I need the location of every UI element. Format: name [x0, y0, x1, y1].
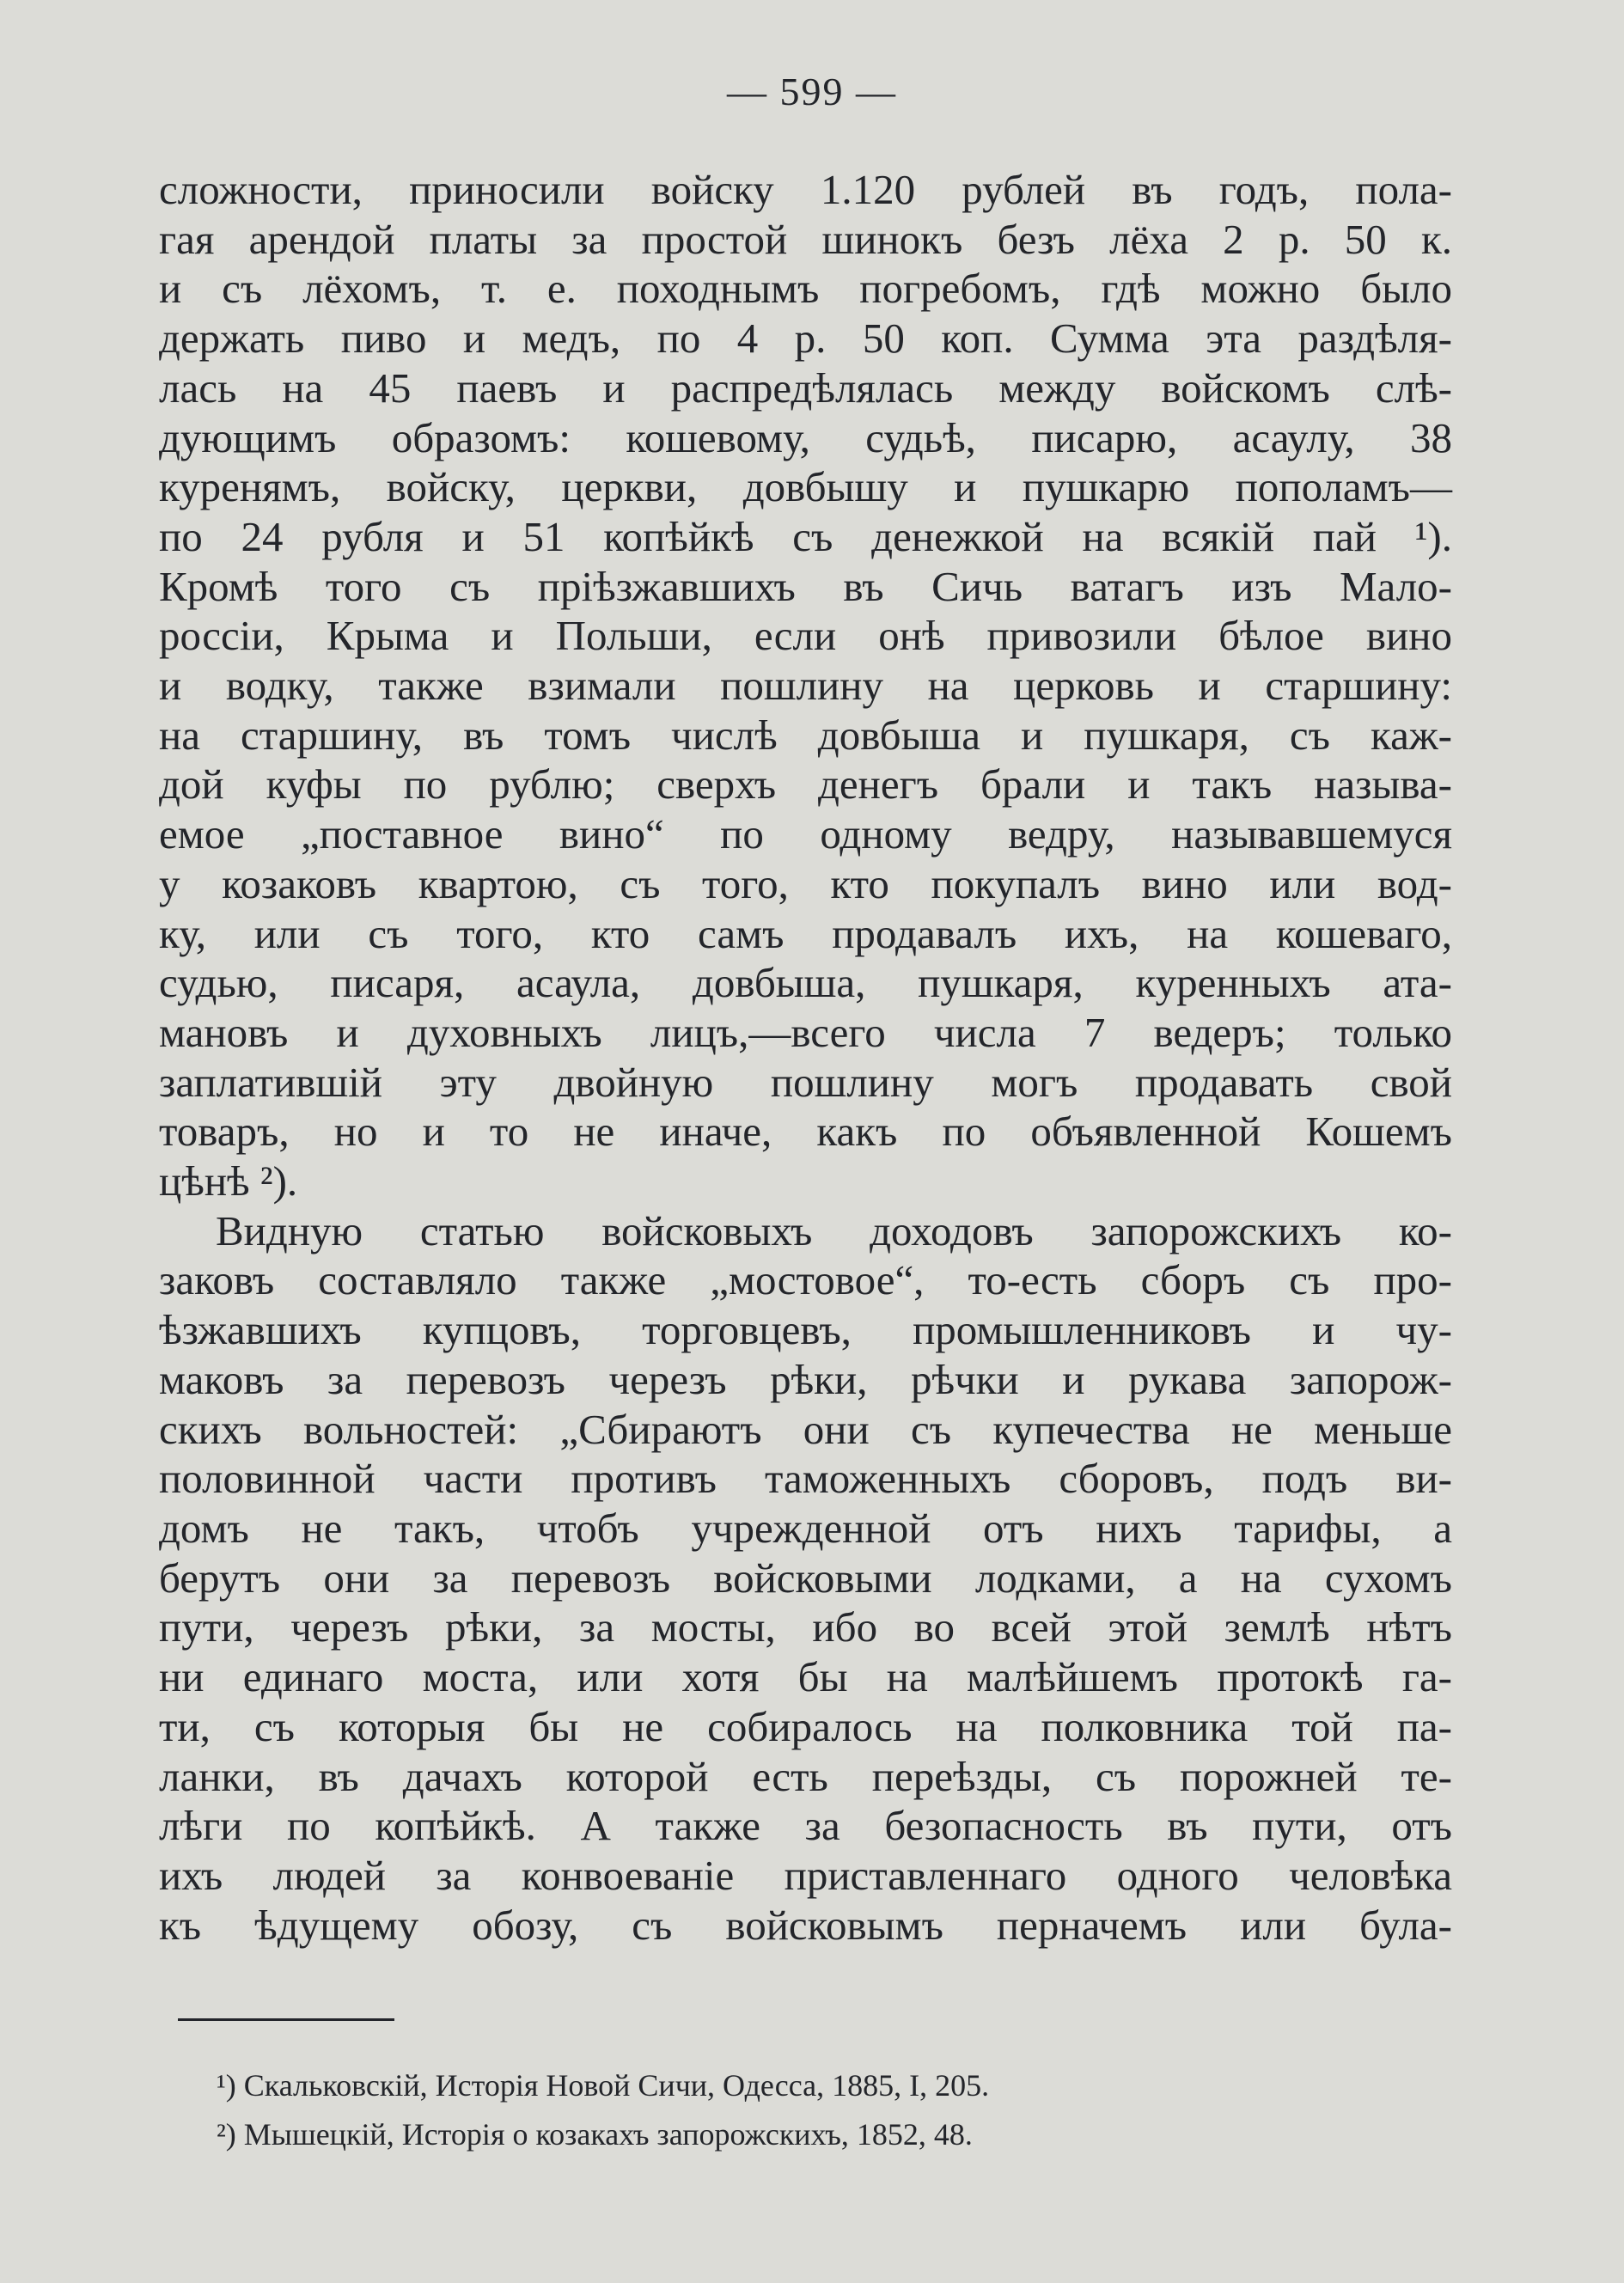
footnote-divider: [178, 2018, 394, 2021]
text-line: ку, или съ того, кто самъ продавалъ ихъ, на кошеваго,: [159, 909, 1452, 957]
text-line: ихъ людей за конвоеваніе приставленнаго одного человѣка: [159, 1851, 1452, 1899]
paragraph: [159, 1206, 1452, 1950]
text-line: и съ лёхомъ, т. е. походнымъ погребомъ, гдѣ можно было: [159, 265, 1452, 313]
text-line: емое „поставное вино“ по одному ведру, называвшемуся: [159, 810, 1452, 858]
text-line: половинной части противъ таможенныхъ сборовъ, подъ ви-: [159, 1455, 1452, 1503]
paragraph: [159, 165, 1452, 1206]
text-line: у козаковъ квартою, съ того, кто покупалъ вино или вод-: [159, 859, 1452, 907]
text-line: судью, писаря, асаула, довбыша, пушкаря, куренныхъ ата-: [159, 959, 1452, 1007]
text-line: куренямъ, войску, церкви, довбышу и пушкарю пополамъ—: [159, 463, 1452, 511]
text-line: гая арендой платы за простой шинокъ безъ лёха 2 р. 50 к.: [159, 215, 1452, 263]
text-line: лась на 45 паевъ и распредѣлялась между войскомъ слѣ-: [159, 363, 1452, 412]
text-line: мановъ и духовныхъ лицъ,—всего числа 7 ведеръ; только: [159, 1008, 1452, 1056]
text-line: пути, черезъ рѣки, за мосты, ибо во всей этой землѣ нѣтъ: [159, 1603, 1452, 1651]
text-line: и водку, также взимали пошлину на церковь и старшину:: [159, 662, 1452, 710]
page-number: — 599 —: [727, 70, 897, 113]
text-line: заковъ составляло также „мостовое“, то-есть сборъ съ про-: [159, 1256, 1452, 1304]
text-line: ти, съ которыя бы не собиралось на полковника той па-: [159, 1702, 1452, 1750]
text-line: дой куфы по рублю; сверхъ денегъ брали и такъ называ-: [159, 760, 1452, 809]
text-line: россіи, Крыма и Польши, если онѣ привозили бѣлое вино: [159, 612, 1452, 660]
text-line: товаръ, но и то не иначе, какъ по объявленной Кошемъ: [159, 1108, 1452, 1156]
text-line: берутъ они за перевозъ войсковыми лодками, а на сухомъ: [159, 1554, 1452, 1602]
text-line: Видную статью войсковыхъ доходовъ запорожскихъ ко-: [216, 1206, 1452, 1254]
footnote: ²) Мышецкій, Исторія о козакахъ запорожскихъ, 1852, 48.: [217, 2117, 973, 2152]
text-line: сложности, приносили войску 1.120 рублей въ годъ, пола-: [159, 166, 1452, 213]
text-line: лѣги по копѣйкѣ. А также за безопасность въ пути, отъ: [159, 1802, 1452, 1850]
text-line: ни единаго моста, или хотя бы на малѣйшемъ протокѣ га-: [159, 1653, 1452, 1701]
text-line: ланки, въ дачахъ которой есть переѣзды, съ порожней те-: [159, 1752, 1452, 1800]
text-line: къ ѣдущему обозу, съ войсковымъ перначемъ или була-: [159, 1901, 1452, 1949]
footnotes: [217, 2061, 1334, 2159]
text-line: цѣнѣ ²).: [159, 1157, 298, 1206]
text-line: маковъ за перевозъ черезъ рѣки, рѣчки и рукава запорож-: [159, 1355, 1452, 1403]
text-line: на старшину, въ томъ числѣ довбыша и пушкаря, съ каж-: [159, 711, 1452, 759]
text-line: дующимъ образомъ: кошевому, судьѣ, писарю, асаулу, 38: [159, 413, 1452, 461]
text-line: Кромѣ того съ пріѣзжавшихъ въ Сичь ватагъ изъ Мало-: [159, 562, 1452, 610]
text-line: заплатившій эту двойную пошлину могъ продавать свой: [159, 1058, 1452, 1106]
text-line: ѣзжавшихъ купцовъ, торговцевъ, промышленниковъ и чу-: [159, 1306, 1452, 1354]
text-line: по 24 рубля и 51 копѣйкѣ съ денежкой на всякій пай ¹).: [159, 512, 1452, 560]
footnote: ¹) Скальковскій, Исторія Новой Сичи, Одесса, 1885, I, 205.: [217, 2068, 990, 2103]
body-text: [159, 165, 1452, 1950]
text-line: скихъ вольностей: „Сбираютъ они съ купечества не меньше: [159, 1405, 1452, 1453]
text-line: держать пиво и медъ, по 4 р. 50 коп. Сумма эта раздѣля-: [159, 314, 1452, 363]
text-line: домъ не такъ, чтобъ учрежденной отъ нихъ тарифы, а: [159, 1504, 1452, 1552]
